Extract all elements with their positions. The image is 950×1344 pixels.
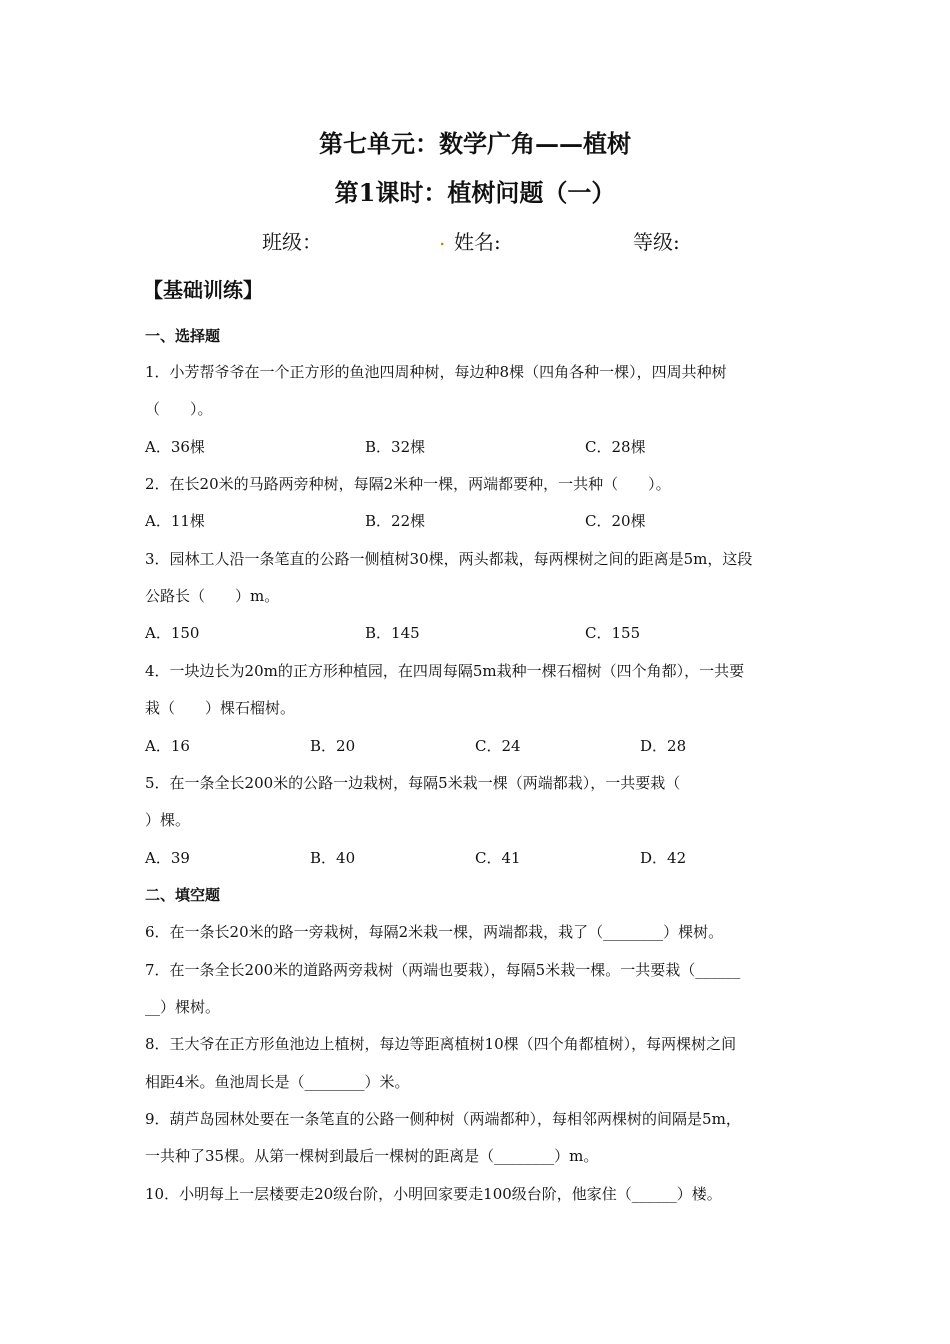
question-5-line-2: ）棵。 <box>145 811 191 829</box>
question-10-line-1: 10．小明每上一层楼要走20级台阶，小明回家要走100级台阶，他家住（______）楼。 <box>145 1185 722 1203</box>
question-8-line-1: 8．王大爷在正方形鱼池边上植树，每边等距离植树10棵（四个角都植树），每两棵树之间 <box>145 1035 737 1053</box>
question-1-option-b: B．32棵 <box>365 438 426 456</box>
grade-label: 等级: <box>633 230 680 254</box>
separator-dot: . <box>439 226 446 250</box>
question-1-option-a: A．36棵 <box>145 438 205 456</box>
question-4-option-d: D．28 <box>640 737 687 755</box>
question-9-line-2: 一共种了35棵。从第一棵树到最后一棵树的距离是（________）m。 <box>145 1147 599 1165</box>
question-5-option-c: C．41 <box>475 849 521 867</box>
question-1-option-c: C．28棵 <box>585 438 646 456</box>
question-1-line-2: （ ）。 <box>145 400 213 418</box>
question-5-line-1: 5．在一条全长200米的公路一边栽树，每隔5米栽一棵（两端都栽），一共要栽（ <box>145 774 681 792</box>
question-7-line-2: __）棵树。 <box>145 998 221 1016</box>
question-4-line-1: 4．一块边长为20m的正方形种植园，在四周每隔5m栽种一棵石榴树（四个角都），一共要 <box>145 662 745 680</box>
question-1-line-1: 1．小芳帮爷爷在一个正方形的鱼池四周种树，每边种8棵（四角各种一棵），四周共种树 <box>145 363 727 381</box>
question-5-option-d: D．42 <box>640 849 687 867</box>
question-2-option-a: A．11棵 <box>145 512 205 530</box>
question-6-line-1: 6．在一条长20米的路一旁栽树，每隔2米栽一棵，两端都栽，栽了（________）棵树。 <box>145 923 724 941</box>
question-3-option-a: A．150 <box>145 624 200 642</box>
question-7-line-1: 7．在一条全长200米的道路两旁栽树（两端也要栽），每隔5米栽一棵。一共要栽（______ <box>145 961 741 979</box>
question-4-option-c: C．24 <box>475 737 521 755</box>
fill-heading: 二、填空题 <box>145 886 221 904</box>
section-title: 【基础训练】 <box>143 278 263 302</box>
question-4-option-b: B．20 <box>310 737 356 755</box>
page-subtitle: 第1课时：植树问题（一） <box>334 178 616 207</box>
question-8-line-2: 相距4米。鱼池周长是（________）米。 <box>145 1073 410 1091</box>
choice-heading: 一、选择题 <box>145 327 221 345</box>
question-2-option-b: B．22棵 <box>365 512 426 530</box>
question-5-option-a: A．39 <box>145 849 190 867</box>
question-5-option-b: B．40 <box>310 849 356 867</box>
question-3-line-2: 公路长（ ）m。 <box>145 587 280 605</box>
question-9-line-1: 9．葫芦岛园林处要在一条笔直的公路一侧种树（两端都种），每相邻两棵树的间隔是5m， <box>145 1110 741 1128</box>
question-4-option-a: A．16 <box>145 737 190 755</box>
question-3-option-b: B．145 <box>365 624 420 642</box>
class-label: 班级： <box>262 230 322 254</box>
question-3-line-1: 3．园林工人沿一条笔直的公路一侧植树30棵，两头都栽，每两棵树之间的距离是5m，这段 <box>145 550 753 568</box>
question-4-line-2: 栽（ ）棵石榴树。 <box>145 699 296 717</box>
question-3-option-c: C．155 <box>585 624 641 642</box>
question-2-line-1: 2．在长20米的马路两旁种树，每隔2米种一棵，两端都要种，一共种（ ）。 <box>145 475 671 493</box>
question-2-option-c: C．20棵 <box>585 512 646 530</box>
page-title: 第七单元：数学广角——植树 <box>319 129 631 158</box>
name-label: 姓名: <box>454 230 501 254</box>
